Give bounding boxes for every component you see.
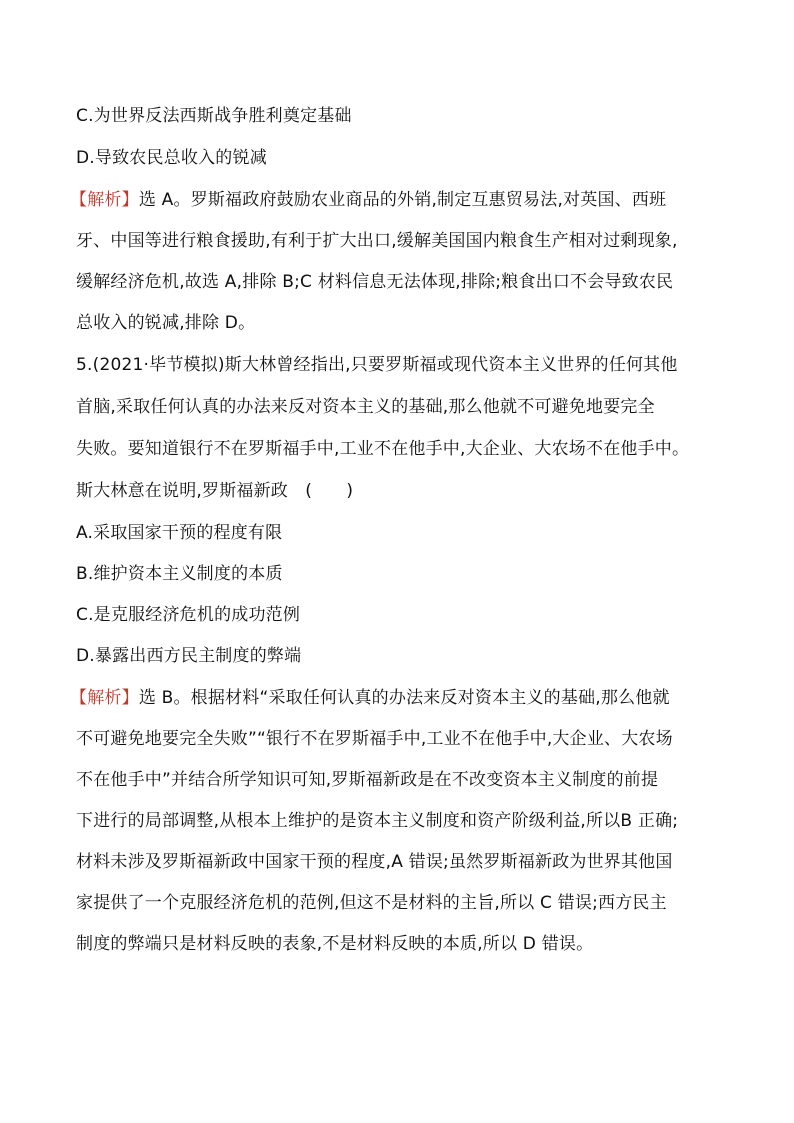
q5-option-c: C.是克服经济危机的成功范例	[76, 605, 301, 625]
q5-analysis-line-7: 制度的弊端只是材料反映的表象,不是材料反映的本质,所以 D 错误。	[76, 934, 594, 954]
q5-stem-line-3: 失败。要知道银行不在罗斯福手中,工业不在他手中,大企业、大农场不在他手中。	[76, 439, 690, 459]
q4-analysis-line-3: 缓解经济危机,故选 A,排除 B;C 材料信息无法体现,排除;粮食出口不会导致农民	[76, 272, 674, 292]
q5-analysis-line-1	[70, 686, 720, 710]
q4-analysis-line-1	[70, 188, 720, 212]
q5-option-a: A.采取国家干预的程度有限	[76, 523, 283, 543]
q5-option-d: D.暴露出西方民主制度的弊端	[76, 646, 302, 666]
q4-analysis-tag: 【解析】	[70, 190, 139, 210]
q4-option-d: D.导致农民总收入的锐减	[76, 148, 267, 168]
q5-analysis-tag: 【解析】	[70, 688, 139, 708]
q4-option-c: C.为世界反法西斯战争胜利奠定基础	[76, 106, 352, 126]
q5-stem-line-1: 5.(2021·毕节模拟)斯大林曾经指出,只要罗斯福或现代资本主义世界的任何其他	[76, 355, 678, 375]
q5-stem-line-4: 斯大林意在说明,罗斯福新政 ( )	[76, 481, 354, 501]
q4-analysis-line-4: 总收入的锐减,排除 D。	[76, 313, 256, 333]
q5-option-b: B.维护资本主义制度的本质	[76, 564, 283, 584]
q5-analysis-text-1: 选 B。根据材料“采取任何认真的办法来反对资本主义的基础,那么他就	[138, 688, 670, 708]
q5-analysis-line-2: 不可避免地要完全失败”“银行不在罗斯福手中,工业不在他手中,大企业、大农场	[76, 729, 673, 749]
q5-analysis-line-5: 材料未涉及罗斯福新政中国家干预的程度,A 错误;虽然罗斯福新政为世界其他国	[76, 852, 673, 872]
q4-analysis-text-1: 选 A。罗斯福政府鼓励农业商品的外销,制定互惠贸易法,对英国、西班	[138, 190, 667, 210]
q5-analysis-line-6: 家提供了一个克服经济危机的范例,但这不是材料的主旨,所以 C 错误;西方民主	[76, 893, 667, 913]
q5-analysis-line-3: 不在他手中”并结合所学知识可知,罗斯福新政是在不改变资本主义制度的前提	[76, 770, 659, 790]
q4-analysis-line-2: 牙、中国等进行粮食援助,有利于扩大出口,缓解美国国内粮食生产相对过剩现象,	[76, 231, 678, 251]
q5-stem-line-2: 首脑,采取任何认真的办法来反对资本主义的基础,那么他就不可避免地要完全	[76, 397, 655, 417]
q5-analysis-line-4: 下进行的局部调整,从根本上维护的是资本主义制度和资产阶级利益,所以B 正确;	[76, 811, 679, 831]
